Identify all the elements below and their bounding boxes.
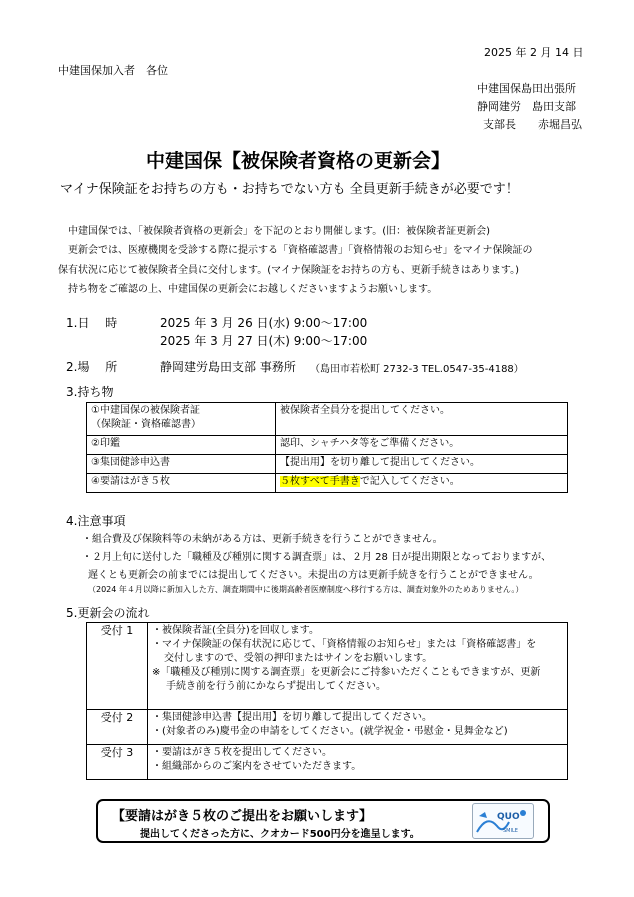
flow-step-label: 受付 1 (87, 623, 148, 710)
notice-title: 【要請はがき５枚のご提出をお願いします】 (112, 809, 373, 824)
flow-line: ・(対象者のみ)慶弔金の申請をしてください。(就学祝金・弔慰金・見舞金など) (152, 726, 508, 737)
item-name: ①中建国保の被保険者証 (91, 405, 200, 416)
table-row (87, 623, 568, 710)
flow-line: ・組織部からのご案内をさせていただきます。 (152, 761, 362, 772)
flow-line: ・マイナ保険証の保有状況に応じて、「資格情報のお知らせ」または「資格確認書」を (152, 639, 537, 650)
item-name: ③集団健診申込書 (87, 455, 276, 474)
flow-table (86, 622, 568, 780)
item-cell (87, 403, 276, 436)
table-row (87, 403, 568, 436)
table-row (87, 745, 568, 780)
item-name: ②印鑑 (87, 436, 276, 455)
flow-step-content (148, 710, 568, 745)
page-title: 中建国保【被保険者資格の更新会】 (146, 150, 451, 172)
table-row (87, 455, 568, 474)
flow-step-label: 受付 3 (87, 745, 148, 780)
flow-step-content (148, 623, 568, 710)
flow-heading: 5.更新会の流れ (66, 606, 150, 620)
flow-step-label: 受付 2 (87, 710, 148, 745)
item-note-rest: で記入してください。 (359, 476, 460, 487)
note-line: （2024 年４月以降に新加入した方、調査期間中に後期高齢者医療制度へ移行する方は、調査対象外のためありません。） (88, 585, 524, 594)
note-line: ・２月上旬に送付した「職種及び種別に関する調査票」は、２月 28 日が提出期限となっておりますが、 (82, 552, 552, 563)
intro-line: 保有状況に応じて被保険者全員に交付します。(マイナ保険証をお持ちの方も、更新手続きはあります。) (58, 265, 520, 276)
sender-office: 中建国保島田出張所 (477, 82, 576, 95)
addressee: 中建国保加入者 各位 (58, 64, 168, 77)
item-note: 被保険者全員分を提出してください。 (276, 403, 568, 436)
page-subtitle: マイナ保険証をお持ちの方も・お持ちでない方も 全員更新手続きが必要です！ (60, 182, 519, 197)
document-date: 2025 年 2 月 14 日 (484, 46, 584, 59)
items-heading: 3.持ち物 (66, 385, 114, 399)
item-note (276, 474, 568, 493)
sender-chief: 支部長 赤堀昌弘 (483, 118, 582, 131)
venue-address: （島田市若松町 2732-3 TEL.0547-35-4188） (310, 364, 524, 375)
notice-text: 提出してくださった方に、クオカード500円分を進呈します。 (140, 829, 420, 840)
intro-line: 中建国保では、「被保険者資格の更新会」を下記のとおり開催します。(旧：被保険者証更新会) (68, 226, 491, 237)
quo-card-sub: SMILE (503, 828, 518, 834)
note-line: ・組合費及び保険料等の未納がある方は、更新手続きを行うことができません。 (82, 534, 443, 545)
flow-line: ・集団健診申込書【提出用】を切り離して提出してください。 (152, 712, 432, 723)
item-note: 認印、シャチハタ等をご準備ください。 (276, 436, 568, 455)
item-note-highlight: ５枚すべて手書き (280, 476, 360, 487)
intro-line: 持ち物をご確認の上、中建国保の更新会にお越しくださいますようお願いします。 (68, 284, 438, 295)
notes-heading: 4.注意事項 (66, 514, 126, 528)
table-row (87, 436, 568, 455)
schedule-date: 2025 年 3 月 27 日(木) 9:00～17:00 (160, 334, 368, 348)
flow-line: ※「職種及び種別に関する調査票」を更新会にご持参いただくこともできますが、更新 (152, 667, 541, 678)
quo-card-brand: QUO (497, 812, 520, 822)
venue-label: 2.場 所 (66, 360, 118, 374)
quo-card-image (472, 803, 534, 839)
item-note: 【提出用】を切り離して提出してください。 (276, 455, 568, 474)
item-name: ④要請はがき５枚 (87, 474, 276, 493)
venue-name: 静岡建労島田支部 事務所 (160, 360, 296, 374)
note-line: 遅くとも更新会の前までには提出してください。未提出の方は更新手続きを行うことができません。 (88, 570, 539, 581)
flow-line: ・要請はがき５枚を提出してください。 (152, 747, 332, 758)
flow-line: 交付しますので、受領の押印またはサインをお願いします。 (164, 653, 433, 664)
intro-line: 更新会では、医療機関を受診する際に提示する「資格確認書」「資格情報のお知らせ」をマイナ保険証の (68, 245, 533, 256)
flow-line: 手続き前を行う前にかならず提出してください。 (166, 681, 386, 692)
item-name-detail: （保険証・資格確認書） (91, 419, 201, 430)
flow-line: ・被保険者証(全員分)を回収します。 (152, 625, 320, 636)
schedule-date: 2025 年 3 月 26 日(水) 9:00～17:00 (160, 316, 368, 330)
items-table (86, 402, 568, 493)
flow-step-content (148, 745, 568, 780)
table-row (87, 474, 568, 493)
schedule-label: 1.日 時 (66, 316, 118, 330)
sender-branch: 静岡建労 島田支部 (477, 100, 576, 113)
table-row (87, 710, 568, 745)
